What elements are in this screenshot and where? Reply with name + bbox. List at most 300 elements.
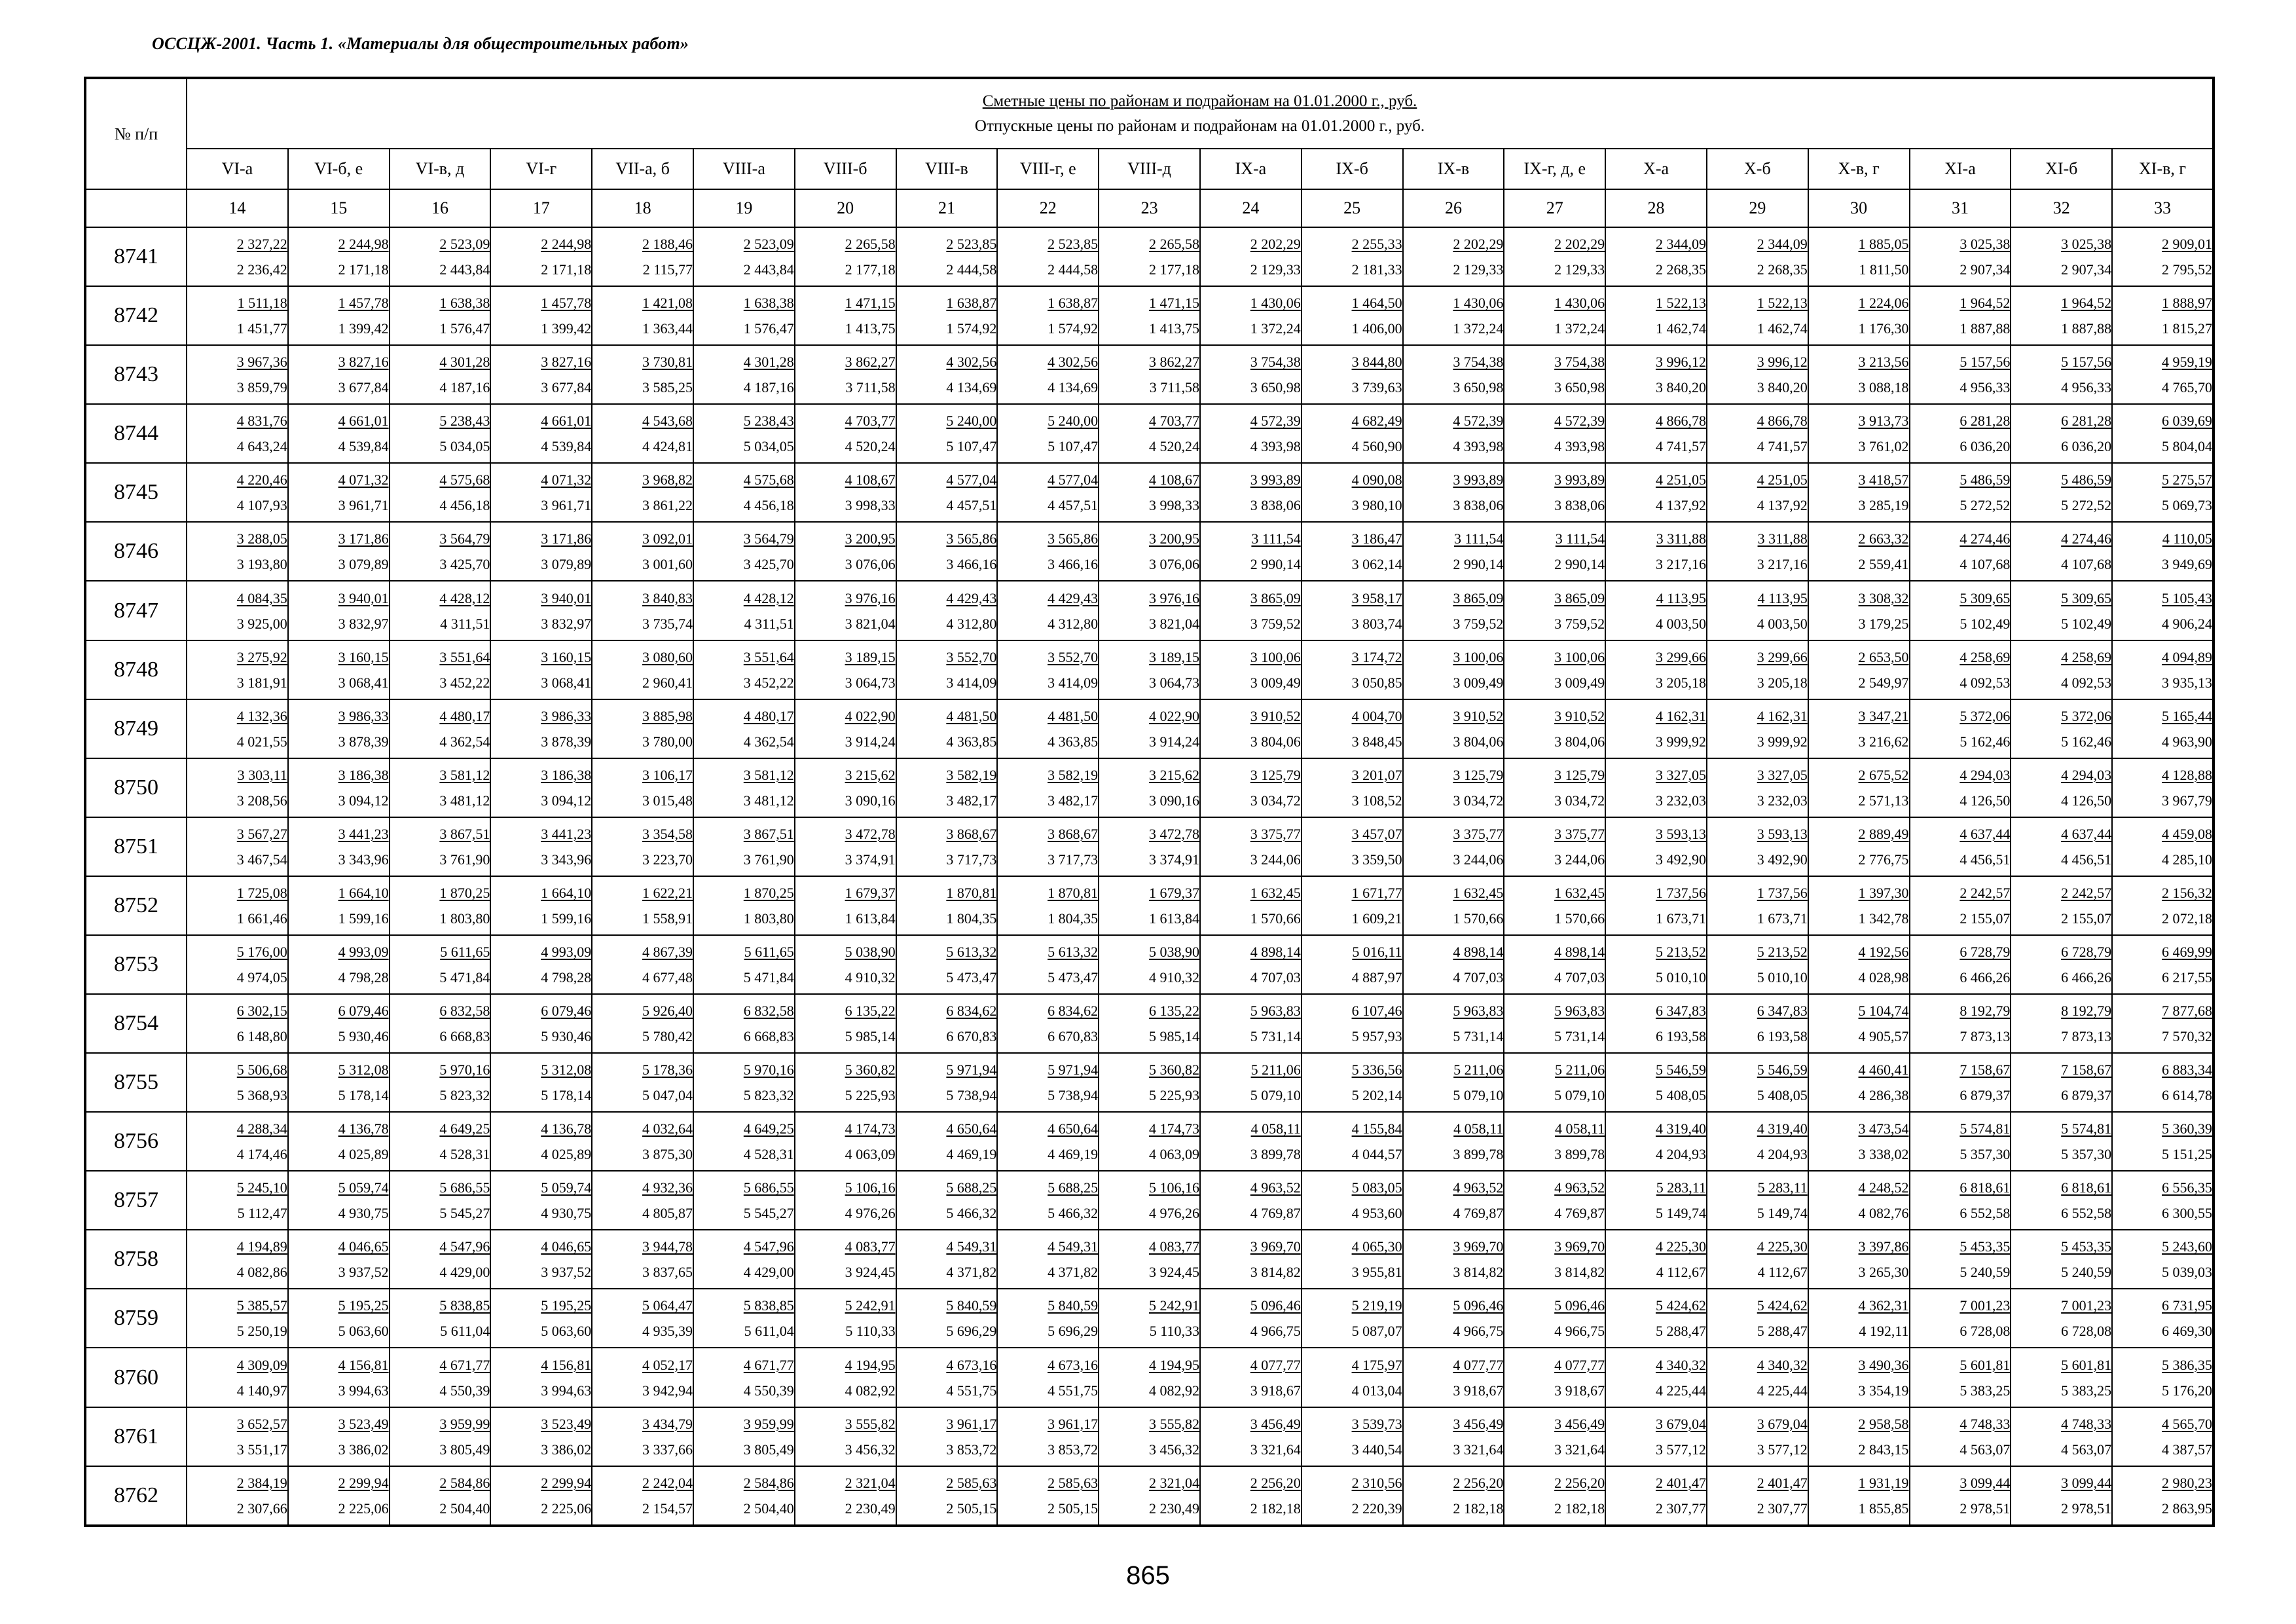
- estimate-price: 4 022,90: [845, 707, 896, 724]
- estimate-price: 3 940,01: [541, 589, 592, 606]
- price-cell: [896, 1407, 998, 1466]
- release-price: 2 177,18: [1148, 261, 1199, 278]
- estimate-price: 4 301,28: [439, 354, 490, 371]
- price-cell: [1302, 640, 1403, 699]
- estimate-price: 3 200,95: [1148, 530, 1199, 547]
- column-number: 25: [1302, 189, 1403, 227]
- release-price: 2 307,66: [236, 1500, 287, 1517]
- price-cell: [1504, 994, 1605, 1053]
- release-price: 1 462,74: [1757, 320, 1808, 337]
- release-price: 2 155,07: [1959, 910, 2011, 927]
- estimate-price: 3 397,86: [1858, 1238, 1909, 1255]
- price-cell: [288, 286, 390, 345]
- release-price: 5 731,14: [1453, 1028, 1504, 1045]
- release-price: 2 171,18: [541, 261, 592, 278]
- estimate-price: 3 754,38: [1250, 354, 1301, 371]
- estimate-price: 3 754,38: [1453, 354, 1504, 371]
- estimate-price: 2 663,32: [1858, 530, 1909, 547]
- table-row: [85, 699, 2214, 758]
- price-cell: [1605, 227, 1707, 286]
- release-price: 3 193,80: [236, 556, 287, 573]
- release-price: 3 803,74: [1351, 615, 1402, 632]
- price-cell: [1504, 345, 1605, 404]
- estimate-price: 3 111,54: [1453, 530, 1504, 547]
- estimate-price: 1 632,45: [1554, 884, 1605, 901]
- release-price: 1 613,84: [1148, 910, 1199, 927]
- price-cell: [1910, 1348, 2011, 1407]
- item-number: 8743: [85, 345, 187, 404]
- price-cell: [2011, 640, 2112, 699]
- price-cell: [2011, 876, 2112, 935]
- estimate-price: 6 135,22: [845, 1003, 896, 1020]
- price-cell: [1200, 640, 1302, 699]
- release-price: 3 034,72: [1250, 792, 1301, 809]
- estimate-price: 3 174,72: [1351, 648, 1402, 665]
- price-cell: [896, 994, 998, 1053]
- release-price: 5 202,14: [1351, 1087, 1402, 1104]
- estimate-price: 1 457,78: [338, 295, 389, 312]
- release-price: 2 795,52: [2162, 261, 2212, 278]
- release-price: 2 978,51: [1959, 1500, 2011, 1517]
- release-price: 7 873,13: [1959, 1028, 2011, 1045]
- release-price: 4 082,92: [845, 1382, 896, 1399]
- price-cell: [693, 227, 795, 286]
- table-row: [85, 876, 2214, 935]
- release-price: 4 953,60: [1351, 1205, 1402, 1222]
- release-price: 5 107,47: [1048, 438, 1099, 455]
- estimate-price: 4 673,16: [1048, 1356, 1099, 1373]
- estimate-price: 1 885,05: [1858, 236, 1909, 253]
- price-cell: [490, 1407, 592, 1466]
- price-cell: [2011, 463, 2112, 522]
- estimate-price: 2 523,09: [743, 236, 794, 253]
- estimate-price: 4 429,43: [946, 589, 997, 606]
- price-cell: [1099, 994, 1200, 1053]
- price-cell: [1808, 1289, 1910, 1348]
- release-price: 5 957,93: [1351, 1028, 1402, 1045]
- release-price: 3 179,25: [1858, 615, 1909, 632]
- price-cell: [2011, 1466, 2112, 1526]
- price-cell: [693, 404, 795, 463]
- estimate-price: 4 225,30: [1757, 1238, 1808, 1255]
- estimate-price: 4 898,14: [1453, 943, 1504, 960]
- release-price: 7 873,13: [2061, 1028, 2112, 1045]
- release-price: 4 063,09: [845, 1146, 896, 1163]
- estimate-price: 4 577,04: [1048, 471, 1099, 489]
- release-price: 4 286,38: [1858, 1087, 1909, 1104]
- estimate-price: 3 308,32: [1858, 589, 1909, 606]
- estimate-price: 5 309,65: [2061, 589, 2112, 606]
- estimate-price: 5 486,59: [2061, 471, 2112, 489]
- price-cell: [1099, 581, 1200, 640]
- price-cell: [2011, 758, 2112, 817]
- price-cell: [1707, 1112, 1808, 1171]
- price-cell: [693, 1053, 795, 1112]
- column-number: 29: [1707, 189, 1808, 227]
- estimate-price: 5 176,00: [236, 943, 287, 960]
- price-cell: [1605, 876, 1707, 935]
- price-cell: [187, 1407, 288, 1466]
- estimate-price: 3 200,95: [845, 530, 896, 547]
- price-cell: [795, 1112, 896, 1171]
- price-cell: [1707, 1230, 1808, 1289]
- price-cell: [288, 1289, 390, 1348]
- district-header: IX-г, д, е: [1504, 149, 1605, 189]
- estimate-price: 7 158,67: [2061, 1061, 2112, 1079]
- price-cell: [1707, 935, 1808, 994]
- price-cell: [288, 699, 390, 758]
- price-cell: [490, 1053, 592, 1112]
- estimate-price: 5 195,25: [541, 1297, 592, 1314]
- price-cell: [592, 345, 693, 404]
- estimate-price: 3 996,12: [1655, 354, 1706, 371]
- price-cell: [795, 286, 896, 345]
- price-cell: [288, 1466, 390, 1526]
- release-price: 1 570,66: [1250, 910, 1301, 927]
- estimate-price: 3 552,70: [1048, 648, 1099, 665]
- release-price: 1 570,66: [1554, 910, 1605, 927]
- table-row: [85, 817, 2214, 876]
- estimate-price: 4 575,68: [743, 471, 794, 489]
- release-price: 2 307,77: [1655, 1500, 1706, 1517]
- estimate-price: 3 327,05: [1655, 766, 1706, 783]
- price-cell: [795, 1289, 896, 1348]
- price-cell: [1504, 1230, 1605, 1289]
- release-price: 3 804,06: [1250, 733, 1301, 750]
- release-price: 5 823,32: [439, 1087, 490, 1104]
- price-cell: [1099, 1230, 1200, 1289]
- release-price: 4 765,70: [2162, 379, 2212, 396]
- estimate-price: 5 385,57: [236, 1297, 287, 1314]
- release-price: 4 424,81: [642, 438, 693, 455]
- estimate-price: 4 052,17: [642, 1356, 693, 1373]
- release-price: 3 414,09: [1048, 674, 1099, 691]
- release-price: 6 466,26: [2061, 969, 2112, 986]
- estimate-price: 3 996,12: [1757, 354, 1808, 371]
- estimate-price: 4 084,35: [236, 589, 287, 606]
- estimate-price: 5 838,85: [439, 1297, 490, 1314]
- release-price: 5 178,14: [541, 1087, 592, 1104]
- price-cell: [1302, 1171, 1403, 1230]
- release-price: 3 853,72: [946, 1441, 997, 1458]
- price-cell: [1302, 1112, 1403, 1171]
- price-cell: [390, 1466, 491, 1526]
- table-row: [85, 1466, 2214, 1526]
- release-price: 5 034,05: [743, 438, 794, 455]
- estimate-price: 4 288,34: [236, 1120, 287, 1137]
- price-cell: [288, 1053, 390, 1112]
- release-price: 5 466,32: [946, 1205, 997, 1222]
- estimate-price: 4 258,69: [2061, 648, 2112, 665]
- price-cell: [1302, 1407, 1403, 1466]
- estimate-price: 4 258,69: [1959, 648, 2011, 665]
- price-cell: [1099, 699, 1200, 758]
- estimate-price: 5 970,16: [439, 1061, 490, 1079]
- table-row: [85, 345, 2214, 404]
- price-cell: [1099, 227, 1200, 286]
- estimate-price: 3 910,52: [1250, 707, 1301, 724]
- district-header-row: [85, 149, 2214, 189]
- release-price: 3 711,58: [845, 379, 896, 396]
- estimate-price: 2 265,58: [845, 236, 896, 253]
- price-cell: [390, 227, 491, 286]
- release-price: 4 174,46: [236, 1146, 287, 1163]
- release-price: 3 094,12: [338, 792, 389, 809]
- estimate-price: 4 302,56: [946, 354, 997, 371]
- release-price: 3 838,06: [1250, 497, 1301, 514]
- release-price: 2 559,41: [1858, 556, 1909, 573]
- release-price: 1 399,42: [338, 320, 389, 337]
- price-cell: [2011, 1230, 2112, 1289]
- estimate-price: 3 961,17: [1048, 1415, 1099, 1432]
- estimate-price: 3 844,80: [1351, 354, 1402, 371]
- estimate-price: 4 220,46: [236, 471, 287, 489]
- release-price: 3 585,25: [642, 379, 693, 396]
- price-cell: [1200, 1230, 1302, 1289]
- price-cell: [997, 1053, 1099, 1112]
- release-price: 4 805,87: [642, 1205, 693, 1222]
- price-cell: [1403, 1407, 1504, 1466]
- estimate-price: 4 866,78: [1655, 413, 1706, 430]
- estimate-price: 4 046,65: [338, 1238, 389, 1255]
- estimate-price: 3 910,52: [1554, 707, 1605, 724]
- release-price: 4 963,90: [2162, 733, 2212, 750]
- price-cell: [896, 1053, 998, 1112]
- price-cell: [1504, 1348, 1605, 1407]
- estimate-price: 3 958,17: [1351, 589, 1402, 606]
- release-price: 3 205,18: [1757, 674, 1808, 691]
- estimate-price: 2 156,32: [2162, 884, 2212, 901]
- release-price: 3 914,24: [1148, 733, 1199, 750]
- price-cell: [1099, 1171, 1200, 1230]
- release-price: 4 134,69: [1048, 379, 1099, 396]
- release-price: 1 599,16: [541, 910, 592, 927]
- estimate-price: 4 340,32: [1757, 1356, 1808, 1373]
- price-cell: [1910, 640, 2011, 699]
- price-cell: [896, 522, 998, 581]
- release-price: 5 357,30: [1959, 1146, 2011, 1163]
- estimate-price: 1 638,87: [946, 295, 997, 312]
- estimate-price: 6 832,58: [743, 1003, 794, 1020]
- release-price: 3 804,06: [1554, 733, 1605, 750]
- estimate-price: 4 362,31: [1858, 1297, 1909, 1314]
- price-cell: [1403, 286, 1504, 345]
- release-price: 3 804,06: [1453, 733, 1504, 750]
- release-price: 3 068,41: [338, 674, 389, 691]
- release-price: 2 154,57: [642, 1500, 693, 1517]
- release-price: 5 102,49: [1959, 615, 2011, 632]
- estimate-price: 7 001,23: [2061, 1297, 2112, 1314]
- price-cell: [1302, 286, 1403, 345]
- estimate-price: 3 311,88: [1757, 530, 1808, 547]
- release-price: 2 236,42: [236, 261, 287, 278]
- item-number: 8751: [85, 817, 187, 876]
- column-number: 18: [592, 189, 693, 227]
- price-cell: [1504, 1112, 1605, 1171]
- release-price: 3 814,82: [1554, 1264, 1605, 1281]
- release-price: 3 924,45: [845, 1264, 896, 1281]
- estimate-price: 6 728,79: [1959, 943, 2011, 960]
- estimate-price: 5 283,11: [1757, 1179, 1808, 1196]
- estimate-price: 3 025,38: [2061, 236, 2112, 253]
- release-price: 1 451,77: [236, 320, 287, 337]
- price-cell: [1302, 817, 1403, 876]
- price-cell: [2112, 345, 2214, 404]
- estimate-price: 3 456,49: [1554, 1415, 1605, 1432]
- release-price: 3 343,96: [338, 851, 389, 868]
- estimate-price: 1 430,06: [1250, 295, 1301, 312]
- price-cell: [1808, 994, 1910, 1053]
- item-number: 8762: [85, 1466, 187, 1526]
- release-price: 3 244,06: [1554, 851, 1605, 868]
- price-cell: [1302, 522, 1403, 581]
- price-cell: [1403, 1112, 1504, 1171]
- price-cell: [1605, 1171, 1707, 1230]
- price-cell: [1403, 1348, 1504, 1407]
- price-cell: [187, 699, 288, 758]
- release-price: 5 545,27: [439, 1205, 490, 1222]
- price-cell: [1099, 640, 1200, 699]
- item-number: 8748: [85, 640, 187, 699]
- release-price: 4 560,90: [1351, 438, 1402, 455]
- estimate-price: 4 547,96: [743, 1238, 794, 1255]
- release-price: 4 013,04: [1351, 1382, 1402, 1399]
- estimate-price: 4 174,73: [845, 1120, 896, 1137]
- release-price: 3 285,19: [1858, 497, 1909, 514]
- release-price: 3 961,71: [338, 497, 389, 514]
- release-price: 3 650,98: [1250, 379, 1301, 396]
- price-cell: [390, 1348, 491, 1407]
- estimate-price: 6 832,58: [439, 1003, 490, 1020]
- estimate-price: 4 155,84: [1351, 1120, 1402, 1137]
- release-price: 6 668,83: [439, 1028, 490, 1045]
- price-cell: [1200, 581, 1302, 640]
- release-price: 3 814,82: [1250, 1264, 1301, 1281]
- price-cell: [1910, 1171, 2011, 1230]
- estimate-price: 5 486,59: [1959, 471, 2011, 489]
- release-price: 4 363,85: [1048, 733, 1099, 750]
- estimate-price: 3 160,15: [541, 648, 592, 665]
- price-cell: [490, 227, 592, 286]
- price-cell: [187, 994, 288, 1053]
- estimate-price: 4 071,32: [541, 471, 592, 489]
- release-price: 4 769,87: [1250, 1205, 1301, 1222]
- release-price: 4 082,76: [1858, 1205, 1909, 1222]
- release-price: 3 321,64: [1250, 1441, 1301, 1458]
- estimate-price: 4 004,70: [1351, 707, 1402, 724]
- estimate-price: 6 728,79: [2061, 943, 2112, 960]
- release-price: 5 034,05: [439, 438, 490, 455]
- release-price: 5 611,04: [440, 1323, 490, 1340]
- price-cell: [187, 1289, 288, 1348]
- item-number: 8745: [85, 463, 187, 522]
- estimate-price: 6 107,46: [1351, 1003, 1402, 1020]
- release-price: 3 482,17: [1048, 792, 1099, 809]
- release-price: 5 079,10: [1554, 1087, 1605, 1104]
- price-cell: [490, 640, 592, 699]
- estimate-price: 5 453,35: [2061, 1238, 2112, 1255]
- estimate-price: 3 523,49: [338, 1415, 389, 1432]
- estimate-price: 3 490,36: [1858, 1356, 1909, 1373]
- release-price: 3 223,70: [642, 851, 693, 868]
- price-cell: [490, 1230, 592, 1289]
- release-price: 2 182,18: [1250, 1500, 1301, 1517]
- column-number: 27: [1504, 189, 1605, 227]
- estimate-price: 4 649,25: [743, 1120, 794, 1137]
- price-cell: [288, 463, 390, 522]
- estimate-price: 4 650,64: [946, 1120, 997, 1137]
- price-cell: [187, 1230, 288, 1289]
- price-cell: [187, 935, 288, 994]
- estimate-price: 4 898,14: [1250, 943, 1301, 960]
- release-price: 3 467,54: [236, 851, 287, 868]
- release-price: 4 551,75: [1048, 1382, 1099, 1399]
- release-price: 4 469,19: [946, 1146, 997, 1163]
- price-cell: [1200, 404, 1302, 463]
- release-price: 4 528,31: [439, 1146, 490, 1163]
- price-cell: [1910, 994, 2011, 1053]
- estimate-price: 5 211,06: [1453, 1061, 1504, 1079]
- item-number: 8744: [85, 404, 187, 463]
- release-price: 2 225,06: [541, 1500, 592, 1517]
- price-cell: [1707, 463, 1808, 522]
- estimate-price: 3 862,27: [1148, 354, 1199, 371]
- price-cell: [795, 935, 896, 994]
- release-price: 1 613,84: [845, 910, 896, 927]
- estimate-price: 4 543,68: [642, 413, 693, 430]
- release-price: 1 887,88: [2061, 320, 2112, 337]
- price-cell: [795, 1466, 896, 1526]
- release-price: 4 025,89: [541, 1146, 592, 1163]
- price-cell: [592, 640, 693, 699]
- estimate-price: 4 637,44: [1959, 825, 2011, 842]
- column-number: 15: [288, 189, 390, 227]
- price-cell: [2112, 817, 2214, 876]
- estimate-price: 1 664,10: [338, 884, 389, 901]
- estimate-price: 1 224,06: [1858, 295, 1909, 312]
- estimate-price: 3 189,15: [845, 648, 896, 665]
- price-cell: [1099, 1407, 1200, 1466]
- release-price: 4 107,93: [236, 497, 287, 514]
- release-price: 2 444,58: [946, 261, 997, 278]
- release-price: 3 354,19: [1858, 1382, 1909, 1399]
- estimate-price: 3 993,89: [1554, 471, 1605, 489]
- release-price: 5 272,52: [1959, 497, 2011, 514]
- estimate-price: 4 194,95: [845, 1356, 896, 1373]
- price-cell: [1605, 699, 1707, 758]
- release-price: 3 711,58: [1149, 379, 1199, 396]
- estimate-price: 4 156,81: [338, 1356, 389, 1373]
- release-price: 2 571,13: [1858, 792, 1909, 809]
- estimate-price: 5 240,00: [946, 413, 997, 430]
- price-cell: [390, 1171, 491, 1230]
- estimate-price: 3 582,19: [946, 766, 997, 783]
- estimate-price: 4 637,44: [2061, 825, 2112, 842]
- release-price: 5 107,47: [946, 438, 997, 455]
- release-price: 3 064,73: [1148, 674, 1199, 691]
- estimate-price: 4 572,39: [1250, 413, 1301, 430]
- price-cell: [2112, 1112, 2214, 1171]
- item-number: 8761: [85, 1407, 187, 1466]
- release-price: 1 363,44: [642, 320, 693, 337]
- estimate-price: 2 188,46: [642, 236, 693, 253]
- price-cell: [1200, 1466, 1302, 1526]
- release-price: 3 374,91: [1148, 851, 1199, 868]
- title-release-prices: Отпускные цены по районам и подрайонам на 01.01.2000 г., руб.: [974, 117, 1425, 135]
- price-cell: [693, 581, 795, 640]
- price-cell: [2112, 876, 2214, 935]
- table-row: [85, 1112, 2214, 1171]
